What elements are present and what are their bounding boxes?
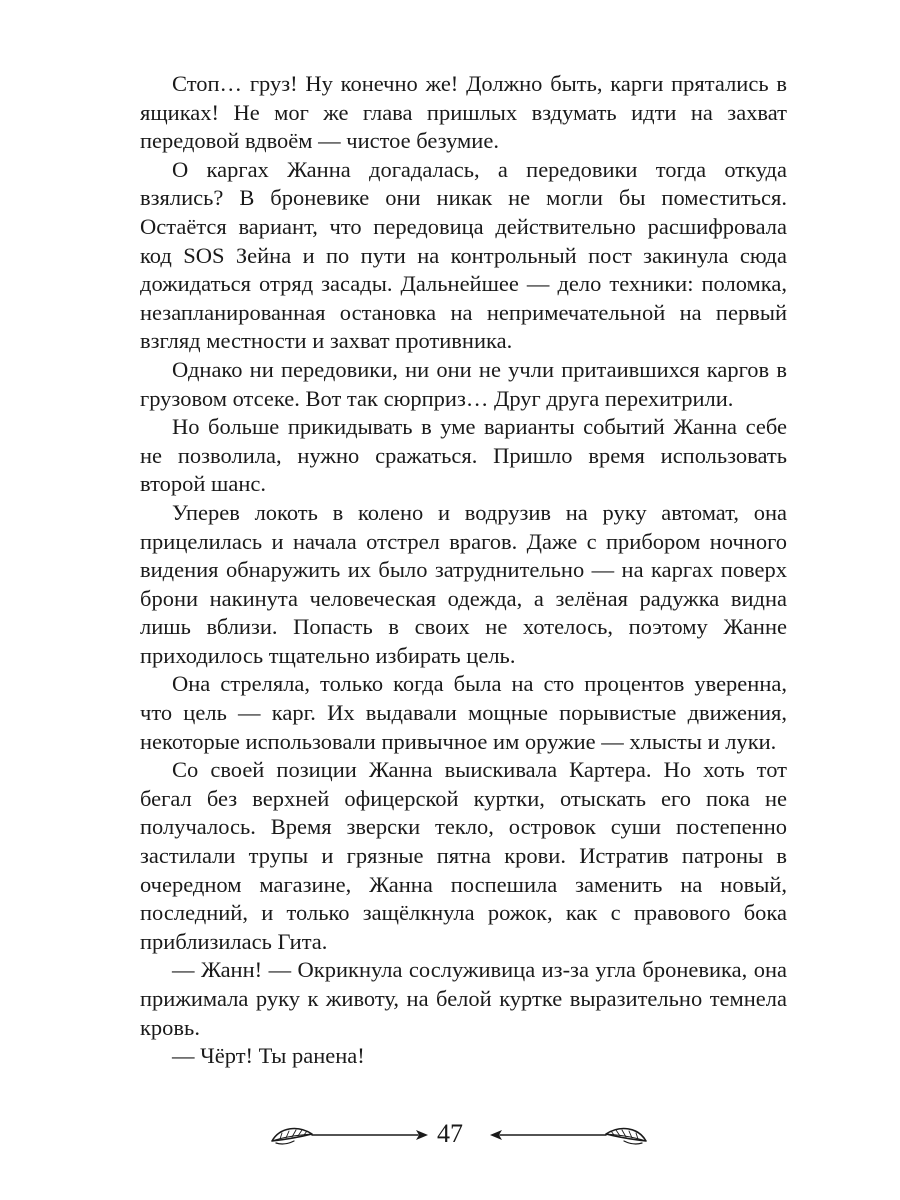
page-footer: [0, 1113, 900, 1157]
feather-arrow-right-ornament-icon: [480, 1119, 650, 1153]
body-text: [140, 70, 787, 1071]
page-number: 47: [437, 1119, 463, 1148]
paragraph: Однако ни передовики, ни они не учли притаившихся каргов в грузовом отсеке. Вот так сюрприз… Друг друга перехитрили.: [140, 356, 787, 411]
paragraph: Со своей позиции Жанна выискивала Картера. Но хоть тот бегал без верхней офицерской куртки, отыскать его пока не получалось. Время зверски текло, островок суши постепенно застилали трупы и грязные пятна крови. Истратив патроны в очередном магазине, Жанна поспешила заменить на новый, последний, и только защёлкнула рожок, как с правового бока приблизилась Гита.: [140, 757, 787, 954]
paragraph: — Чёрт! Ты ранена!: [172, 1043, 365, 1069]
paragraph: О каргах Жанна догадалась, а передовики тогда откуда взялись? В броневике они никак не могли бы поместиться. Остаётся вариант, что передовица действительно расшифровала код SOS Зейна и по пути на контрольный пост закинула сюда дожидаться отряд засады. Дальнейшее — дело техники: поломка, незапланированная остановка на непримечательной на первый взгляд местности и захват противника.: [140, 156, 787, 354]
paragraph: Но больше прикидывать в уме варианты событий Жанна себе не позволила, нужно сражаться. Пришло время использовать второй шанс.: [140, 414, 787, 497]
feather-arrow-left-ornament-icon: [268, 1119, 438, 1153]
paragraph: Она стреляла, только когда была на сто процентов уверенна, что цель — карг. Их выдавали мощные порывистые движения, некоторые использовали привычное им оружие — хлысты и луки.: [140, 671, 787, 754]
paragraph: Стоп… груз! Ну конечно же! Должно быть, карги прятались в ящиках! Не мог же глава пришлых вздумать идти на захват передовой вдвоём — чистое безумие.: [140, 71, 787, 154]
paragraph: — Жанн! — Окрикнула сослуживица из-за угла броневика, она прижимала руку к животу, на белой куртке выразительно темнела кровь.: [140, 957, 787, 1040]
paragraph: Уперев локоть в колено и водрузив на руку автомат, она прицелилась и начала отстрел врагов. Даже с прибором ночного видения обнаружить их было затруднительно — на каргах поверх брони накинута человеческая одежда, а зелёная радужка видна лишь вблизи. Попасть в своих не хотелось, поэтому Жанне приходилось тщательно избирать цель.: [140, 499, 787, 668]
